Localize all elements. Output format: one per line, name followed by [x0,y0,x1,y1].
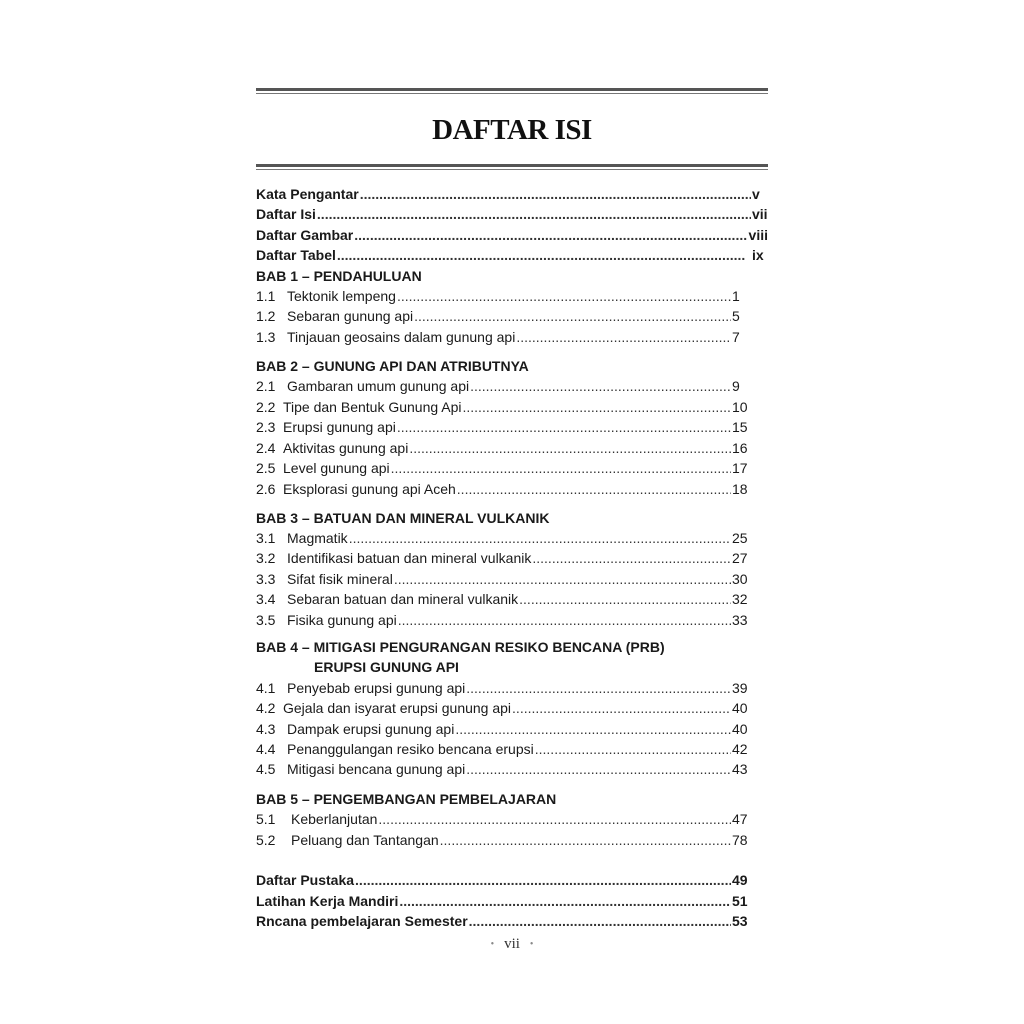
toc-entry[interactable] [256,678,748,698]
toc-entry-label: Peluang dan Tantangan [291,832,439,848]
toc-entry-page: 15 [732,419,748,435]
toc-entry-page: 9 [732,378,740,394]
title-bottom-double-rule [256,164,768,170]
bullet-icon: • [490,939,495,951]
toc-entry-number: 1.1 [256,288,276,304]
toc-entry-number: 4.4 [256,741,276,757]
leader-dots [378,809,731,829]
toc-entry-label: Sebaran gunung api [287,308,414,324]
toc-entry-number: 2.4 [256,440,276,456]
toc-entry-number: 3.5 [256,612,276,628]
leader-dots [469,911,731,931]
toc-entry-page: v [752,186,760,202]
leader-dots [349,528,731,548]
toc-entry-number: 2.5 [256,460,276,476]
toc-entry-number: 4.1 [256,680,276,696]
toc-entry-number: 4.5 [256,761,276,777]
toc-entry[interactable] [256,569,748,589]
chapter-heading-2[interactable]: BAB 2 – GUNUNG API DAN ATRIBUTNYA [256,358,529,374]
toc-entry-page: vii [752,206,768,222]
toc-entry-page: 27 [732,550,748,566]
chapter-heading-5[interactable]: BAB 5 – PENGEMBANGAN PEMBELAJARAN [256,791,557,807]
toc-entry-kata-pengantar[interactable] [256,184,768,204]
toc-entry-page: 78 [732,832,748,848]
leader-dots [399,891,731,911]
toc-entry-rencana-pembelajaran[interactable] [256,911,748,931]
leader-dots [463,397,732,417]
toc-entry-latihan-kerja-mandiri[interactable] [256,891,748,911]
leader-dots [397,286,731,306]
toc-entry-number: 1.2 [256,308,276,324]
toc-entry-page: ix [752,247,764,263]
toc-entry[interactable] [256,548,748,568]
toc-entry-number: 2.3 [256,419,276,435]
leader-dots [455,719,731,739]
toc-entry-label: Daftar Isi [256,206,316,222]
toc-entry-label: Tipe dan Bentuk Gunung Api [283,399,462,415]
toc-entry-number: 3.3 [256,571,276,587]
toc-entry[interactable] [256,759,748,779]
toc-entry-number: 1.3 [256,329,276,345]
top-double-rule [256,88,768,94]
toc-entry[interactable] [256,479,748,499]
chapter-heading-1[interactable]: BAB 1 – PENDAHULUAN [256,268,422,284]
toc-entry-label: Sebaran batuan dan mineral vulkanik [287,591,519,607]
toc-entry-number: 4.2 [256,700,276,716]
toc-entry[interactable] [256,458,748,478]
leader-dots [394,569,731,589]
leader-dots [409,438,731,458]
toc-entry-page: 33 [732,612,748,628]
toc-entry-daftar-pustaka[interactable] [256,870,748,890]
toc-entry[interactable] [256,306,748,326]
toc-entry[interactable] [256,809,748,829]
toc-entry-page: 53 [732,913,748,929]
toc-entry-label: Daftar Pustaka [256,872,355,888]
leader-dots [466,678,731,698]
toc-entry-label: Tinjauan geosains dalam gunung api [287,329,516,345]
toc-entry-number: 3.2 [256,550,276,566]
toc-entry-label: Tektonik lempeng [287,288,396,304]
toc-entry-page: 10 [732,399,748,415]
toc-entry-page: 39 [732,680,748,696]
toc-entry-label: Erupsi gunung api [283,419,396,435]
toc-entry-number: 4.3 [256,721,276,737]
toc-entry-label: Gejala dan isyarat erupsi gunung api [283,700,512,716]
leader-dots [535,739,731,759]
toc-entry-number: 3.1 [256,530,276,546]
toc-entry[interactable] [256,528,748,548]
leader-dots [470,376,731,396]
leader-dots [355,870,731,890]
toc-entry-label: Keberlanjutan [291,811,378,827]
toc-entry-label: Sifat fisik mineral [287,571,393,587]
toc-entry-page: 42 [732,741,748,757]
toc-entry-page: 49 [732,872,748,888]
toc-entry-page: viii [748,227,768,243]
toc-entry-page: 7 [732,329,740,345]
chapter-heading-4[interactable]: BAB 4 – MITIGASI PENGURANGAN RESIKO BENCANA (PRB) [256,639,665,655]
toc-entry-label: Level gunung api [283,460,390,476]
toc-entry[interactable] [256,417,748,437]
toc-entry-daftar-isi[interactable] [256,204,768,224]
toc-entry-label: Gambaran umum gunung api [287,378,470,394]
toc-entry-label: Aktivitas gunung api [283,440,409,456]
leader-dots [466,759,731,779]
toc-entry[interactable] [256,397,748,417]
leader-dots [512,698,731,718]
toc-entry-page: 47 [732,811,748,827]
leader-dots [519,589,731,609]
toc-entry[interactable] [256,739,748,759]
toc-entry-page: 5 [732,308,740,324]
toc-entry[interactable] [256,589,748,609]
leader-dots [457,479,731,499]
leader-dots [516,327,731,347]
leader-dots [317,204,751,224]
leader-dots [360,184,751,204]
toc-entry-page: 25 [732,530,748,546]
toc-entry[interactable] [256,327,748,347]
leader-dots [440,830,731,850]
toc-entry[interactable] [256,376,748,396]
toc-entry-label: Daftar Tabel [256,247,336,263]
toc-entry-label: Rncana pembelajaran Semester [256,913,468,929]
leader-dots [532,548,731,568]
toc-entry-page: 40 [732,721,748,737]
toc-entry-label: Penanggulangan resiko bencana erupsi [287,741,534,757]
toc-entry-label: Mitigasi bencana gunung api [287,761,466,777]
leader-dots [354,225,747,245]
toc-entry-number: 3.4 [256,591,276,607]
toc-entry-page: 43 [732,761,748,777]
toc-entry-page: 51 [732,893,748,909]
toc-entry-label: Daftar Gambar [256,227,354,243]
toc-entry-page: 16 [732,440,748,456]
leader-dots [414,306,731,326]
toc-entry-page: 1 [732,288,740,304]
toc-entry-page: 40 [732,700,748,716]
toc-entry-label: Identifikasi batuan dan mineral vulkanik [287,550,532,566]
toc-entry-label: Eksplorasi gunung api Aceh [283,481,456,497]
leader-dots [337,245,745,265]
leader-dots [391,458,731,478]
leader-dots [397,417,731,437]
toc-entry-number: 5.1 [256,811,276,827]
toc-entry-page: 30 [732,571,748,587]
leader-dots [398,610,731,630]
chapter-heading-4-continued: ERUPSI GUNUNG API [314,659,459,675]
toc-entry[interactable] [256,719,748,739]
toc-entry-label: Magmatik [287,530,348,546]
toc-entry-number: 2.6 [256,481,276,497]
toc-entry-page: 17 [732,460,748,476]
toc-entry-number: 5.2 [256,832,276,848]
toc-entry-page: 18 [732,481,748,497]
toc-entry-number: 2.2 [256,399,276,415]
page-footer [256,936,768,953]
toc-entry-number: 2.1 [256,378,276,394]
toc-entry[interactable] [256,698,748,718]
toc-entry[interactable] [256,286,748,306]
toc-entry-label: Dampak erupsi gunung api [287,721,455,737]
toc-entry-label: Penyebab erupsi gunung api [287,680,466,696]
toc-entry-daftar-gambar[interactable] [256,225,768,245]
page-number: vii [504,936,520,952]
toc-entry-page: 32 [732,591,748,607]
page-title: DAFTAR ISI [432,114,592,146]
toc-entry-daftar-tabel[interactable] [256,245,768,265]
toc-entry-label: Kata Pengantar [256,186,359,202]
bullet-icon: • [529,939,534,951]
chapter-heading-3[interactable]: BAB 3 – BATUAN DAN MINERAL VULKANIK [256,510,550,526]
toc-entry[interactable] [256,438,748,458]
toc-entry[interactable] [256,610,748,630]
toc-entry-label: Latihan Kerja Mandiri [256,893,399,909]
toc-entry-label: Fisika gunung api [287,612,397,628]
toc-entry[interactable] [256,830,748,850]
